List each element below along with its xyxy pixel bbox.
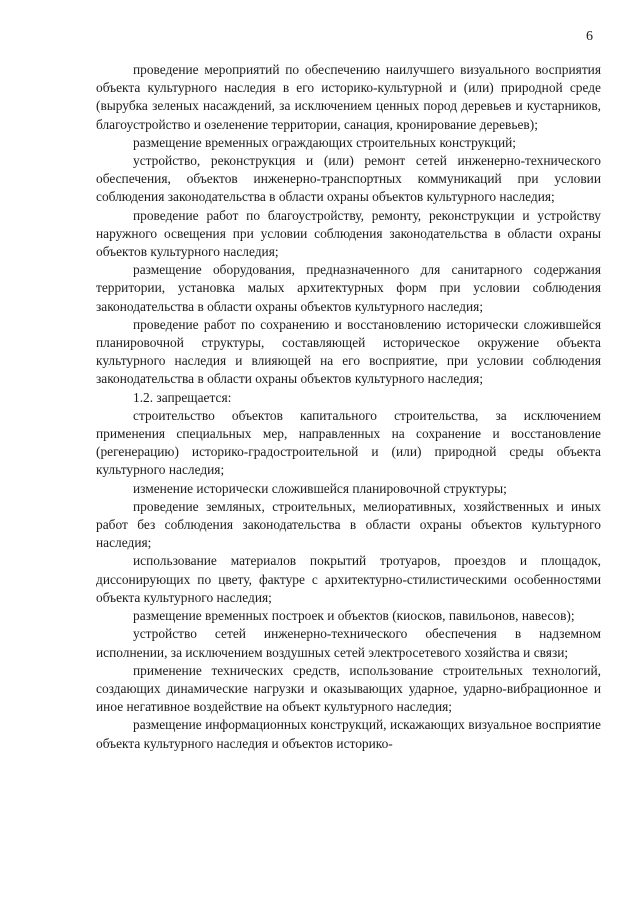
paragraph-dynamic-loads: применение технических средств, использование строительных технологий, создающих динамические нагрузки и оказывающих ударное, ударно-вибрационное и иное негативное воздействие на объект культурного наследия; xyxy=(96,662,601,715)
paragraph-planning-structure-change: изменение исторически сложившейся планировочной структуры; xyxy=(133,480,507,496)
section-heading-prohibited: 1.2. запрещается: xyxy=(133,389,232,405)
paragraph-sanitary-equipment: размещение оборудования, предназначенного для санитарного содержания территории, установка малых архитектурных форм при условии соблюдения законодательства в области охраны объектов культурного наследия; xyxy=(96,262,601,314)
paragraph-visual-perception-measures: проведение мероприятий по обеспечению наилучшего визуального восприятия объекта культурного наследия в его историко-культурной и (или) природной среде (вырубка зеленых насаждений, за исключением ценных пород деревьев и кустарников, благоустройство и озеленение территории, санация, кронирование деревьев); xyxy=(96,62,601,132)
paragraph-above-ground-networks: устройство сетей инженерно-технического обеспечения в надземном исполнении, за исключением воздушных сетей электросетевого хозяйства и связи; xyxy=(96,626,601,660)
paragraph-capital-construction: строительство объектов капитального строительства, за исключением применения специальных мер, направленных на сохранение и восстановление (регенерацию) историко-градостроительной и (или) природной среды объекта культурного наследия; xyxy=(96,407,601,478)
page-number: 6 xyxy=(586,29,593,44)
paragraph-temporary-buildings: размещение временных построек и объектов (киосков, павильонов, навесов); xyxy=(133,608,575,624)
paragraph-pavement-materials: использование материалов покрытий тротуаров, проездов и площадок, диссонирующих по цвету, фактуре с архитектурно-стилистическими особенностями объекта культурного наследия; xyxy=(96,553,601,605)
paragraph-outdoor-lighting: проведение работ по благоустройству, ремонту, реконструкции и устройству наружного освещения при условии соблюдения законодательства в области охраны объектов культурного наследия; xyxy=(96,207,601,260)
paragraph-engineering-networks: устройство, реконструкция и (или) ремонт сетей инженерно-технического обеспечения, объектов инженерно-транспортных коммуникаций при условии соблюдения законодательства в области охраны объектов культурного наследия; xyxy=(96,153,601,205)
paragraph-temporary-fences: размещение временных ограждающих строительных конструкций; xyxy=(133,134,517,150)
paragraph-information-structures: размещение информационных конструкций, искажающих визуальное восприятие объекта культурного наследия и объектов историко- xyxy=(96,717,601,751)
document-body xyxy=(96,61,601,753)
paragraph-planning-structure-restoration: проведение работ по сохранению и восстановлению исторически сложившейся планировочной структуры, составляющей историческое окружение объекта культурного наследия и влияющей на его восприятие, при условии соблюдения законодательства в области охраны объектов культурного наследия; xyxy=(96,316,601,387)
paragraph-earthworks: проведение земляных, строительных, мелиоративных, хозяйственных и иных работ без соблюдения законодательства в области охраны объектов культурного наследия; xyxy=(96,498,601,551)
